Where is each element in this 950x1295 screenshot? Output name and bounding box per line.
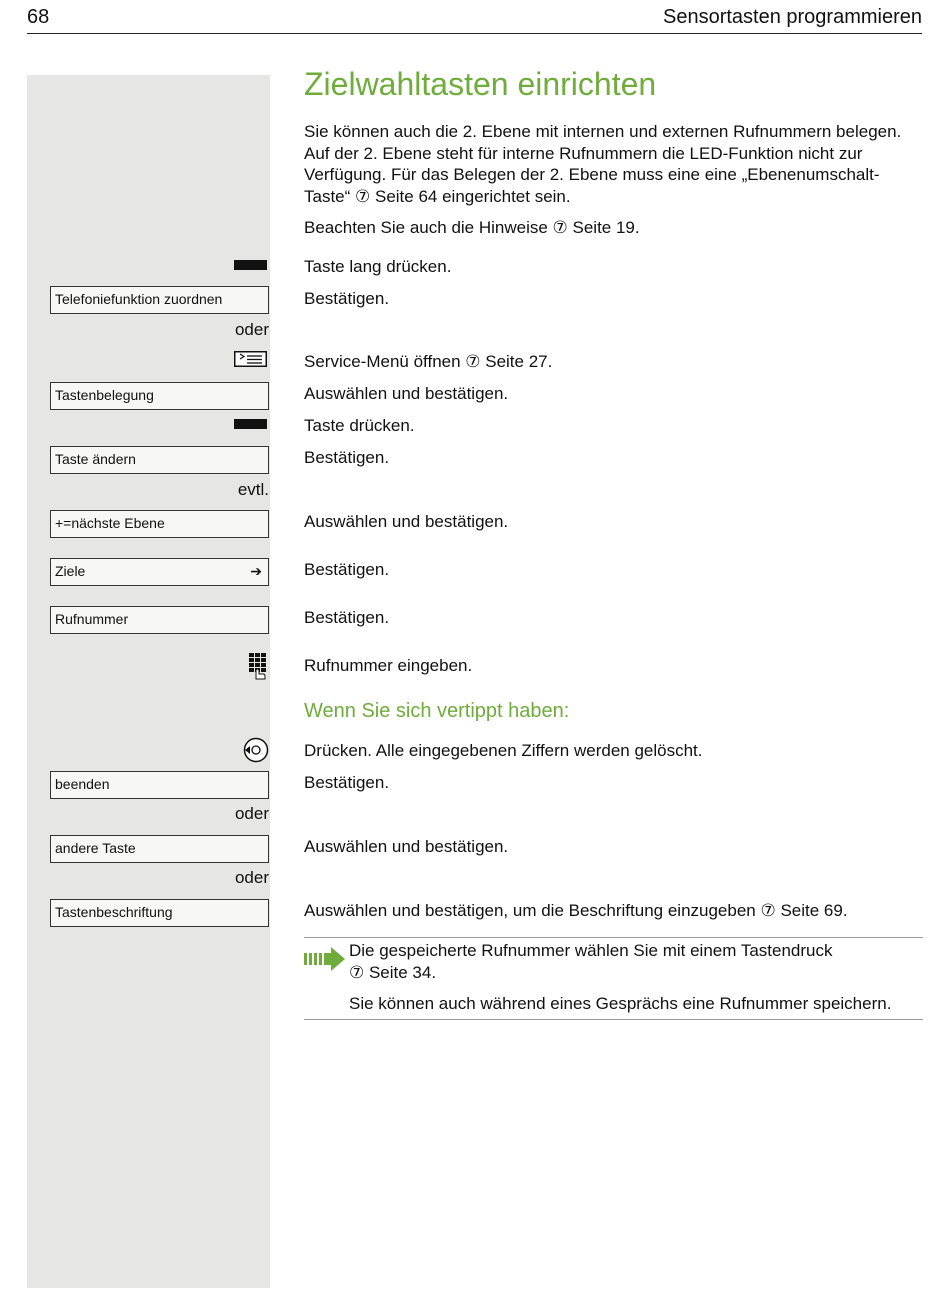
step-text: Auswählen und bestätigen. (304, 512, 509, 531)
menu-beenden[interactable] (50, 771, 269, 799)
menu-label: Tastenbelegung (55, 387, 154, 403)
menu-label: Telefoniefunktion zuordnen (55, 291, 223, 307)
page-number: 68 (27, 6, 50, 28)
menu-label: Tastenbeschriftung (55, 904, 173, 920)
note-divider-top (304, 937, 923, 938)
sensor-key-icon (234, 419, 267, 429)
section-title: Sensortasten programmieren (662, 6, 922, 28)
sidebar-panel (27, 75, 270, 1288)
step-text: Bestätigen. (304, 448, 390, 467)
step-text: Taste lang drücken. (304, 257, 452, 276)
oder-label: oder (234, 320, 269, 339)
menu-taste-aendern[interactable] (50, 446, 269, 474)
step-text: Taste drücken. (304, 416, 415, 435)
menu-tastenbelegung[interactable] (50, 382, 269, 410)
menu-ziele[interactable] (50, 558, 269, 586)
sensor-key-icon (234, 260, 267, 270)
arrow-right-icon: ➔ (250, 563, 262, 579)
note-line-1: Die gespeicherte Rufnummer wählen Sie mit einem Tastendruck (349, 941, 833, 960)
note-line-3: Sie können auch während eines Gesprächs eine Rufnummer speichern. (349, 994, 892, 1013)
note-arrow-icon (304, 946, 346, 972)
oder-label: oder (234, 804, 269, 823)
header-divider (27, 33, 922, 34)
menu-tastenbeschriftung[interactable] (50, 899, 269, 927)
step-text: Bestätigen. (304, 560, 390, 579)
menu-rufnummer[interactable] (50, 606, 269, 634)
navigator-key-icon (243, 737, 269, 763)
menu-label: +=nächste Ebene (55, 515, 165, 531)
note-divider-bottom (304, 1019, 923, 1020)
step-text: Auswählen und bestätigen, um die Beschriftung einzugeben ⑦ Seite 69. (304, 901, 848, 920)
service-menu-icon (234, 351, 267, 367)
step-text: Auswählen und bestätigen. (304, 384, 509, 403)
menu-label: Taste ändern (55, 451, 136, 467)
step-text: Auswählen und bestätigen. (304, 837, 509, 856)
oder-label: oder (234, 868, 269, 887)
menu-label: Rufnummer (55, 611, 129, 627)
step-text: Bestätigen. (304, 289, 390, 308)
evtl-label: evtl. (237, 480, 269, 499)
menu-label: beenden (55, 776, 110, 792)
step-text: Bestätigen. (304, 608, 390, 627)
menu-label: andere Taste (55, 840, 136, 856)
page-title: Zielwahltasten einrichten (304, 66, 657, 102)
subtitle: Wenn Sie sich vertippt haben: (304, 700, 570, 722)
menu-label: Ziele (55, 563, 86, 579)
step-text: Rufnummer eingeben. (304, 656, 473, 675)
menu-naechste-ebene[interactable] (50, 510, 269, 538)
keypad-icon (247, 652, 269, 680)
note-line-2: ⑦ Seite 34. (349, 963, 437, 982)
hint-paragraph: Beachten Sie auch die Hinweise ⑦ Seite 19. (304, 218, 640, 237)
step-text: Service-Menü öffnen ⑦ Seite 27. (304, 352, 553, 371)
menu-telefoniefunktion-zuordnen[interactable] (50, 286, 269, 314)
step-text: Bestätigen. (304, 773, 390, 792)
intro-paragraph: Sie können auch die 2. Ebene mit internen und externen Rufnummern belegen. Auf der 2. Ebene steht für interne Rufnummern die LED-Funktion nicht zur Verfügung. Für das Belegen der 2. Ebene muss eine eine „Ebenenumschalt-Taste“ ⑦ Seite 64 eingerichtet sein. (304, 122, 902, 206)
menu-andere-taste[interactable] (50, 835, 269, 863)
step-text: Drücken. Alle eingegebenen Ziffern werden gelöscht. (304, 741, 703, 760)
